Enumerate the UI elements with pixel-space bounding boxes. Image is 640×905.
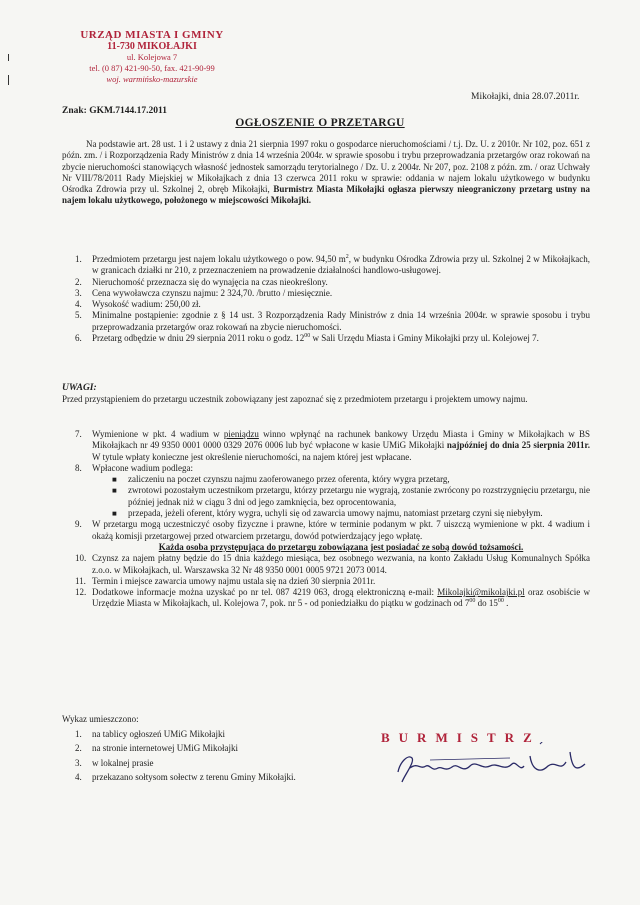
list-item: 2. Nieruchomość przeznacza się do wynajęcia na czas nieokreślony.	[75, 276, 328, 287]
bullet-icon: ■	[112, 486, 117, 496]
identity-notice: Każda osoba przystępująca do przetargu zobowiązana jest posiadać ze sobą dowód tożsamości.	[158, 541, 524, 552]
list-item: 1. Przedmiotem przetargu jest najem lokalu użytkowego o pow. 94,50 $m^2$, w budynku Ośrodka Zdrowia przy ul. Szkolnej 2 w Mikołajkach, w granicach działki nr 210, z przeznaczeniem na prowadzenie działalności handlowo-usługowej.	[75, 254, 590, 276]
email-link[interactable]: Mikolajki@mikolajki.pl	[437, 587, 525, 598]
bullet-item: ■ zwrotowi pozostałym uczestnikom przetargu, którzy przetargu nie wygrają, zostanie zwrócony po rozstrzygnięciu przetargu, nie później jednak niż w ciągu 3 dni od jego zamknięcia, bez oprocentowania,	[112, 485, 590, 507]
uwagi-text: Przed przystąpieniem do przetargu uczestnik zobowiązany jest zapoznać się z przedmiotem przetargu i projektem umowy najmu.	[62, 394, 528, 405]
list-item: 5. Minimalne postąpienie: zgodnie z § 14 ust. 3 Rozporządzenia Rady Ministrów z dnia 14 września 2004r. w sprawie sposobu i trybu przeprowadzania przetargów oraz rokowań na zbycie nieruchomości.	[75, 310, 590, 332]
list-item: 2. na stronie internetowej UMiG Mikołajki	[75, 743, 238, 753]
intro-text: Na podstawie art. 28 ust. 1 i 2 ustawy z dnia 21 sierpnia 1997 roku o gospodarce nieruchomościami / t.j. Dz. U. z 2010r. Nr 102, poz. 651 z późn. zm. / i Rozporządzenia Rady Ministrów z dnia 14 września 2004r. w sprawie sposobu i trybu przeprowadzania przetargów oraz rokowań na zbycie nieruchomości stanowiących własność jednostek samorządu terytorialnego / Dz. U. z 2004r. Nr 207, poz. 2108 z późn. zm. / oraz Uchwały Nr VIII/78/2011 Rady Miejskiej w Mikołajkach z dnia 13 czerwca 2011 roku w sprawie: oddania w najem lokalu użytkowego w budynku Ośrodka Zdrowia przy ul. Szkolnej 2, obręb Mikołajki,	[62, 139, 590, 195]
list-item: 12. Dodatkowe informacje można uzyskać po nr tel. 087 4219 063, drogą elektroniczną e-mail: Mikolajki@mikolajki.pl oraz osobiście w Urzędzie Miasta w Mikołajkach, ul. Kolejowa 7, pok. nr 5 - od poniedziałku do piątku w godzinach od $7^{00}$ do $15^{00}$ .	[75, 587, 590, 609]
list-item: 11. Termin i miejsce zawarcia umowy najmu ustala się na dzień 30 sierpnia 2011r.	[75, 575, 376, 586]
bullet-item: ■ zaliczeniu na poczet czynszu najmu zaoferowanego przez oferenta, który wygra przetarg,	[112, 474, 450, 485]
intro-paragraph	[62, 139, 590, 207]
stamp-line: URZĄD MIASTA I GMINY	[80, 29, 224, 41]
uwagi-heading: UWAGI:	[62, 383, 97, 393]
list-item: 6. Przetarg odbędzie w dniu 29 sierpnia 2011 roku o godz. $12^{00}$ w Sali Urzędu Miasta i Gminy Mikołajki przy ul. Kolejowej 7.	[75, 333, 539, 344]
bullet-icon: ■	[112, 475, 117, 485]
list-item: 3. Cena wywoławcza czynszu najmu: 2 324,70. /brutto / miesięcznie.	[75, 287, 333, 298]
reference-number: Znak: GKM.7144.17.2011	[62, 106, 168, 116]
list-item: 10. Czynsz za najem płatny będzie do 15 dnia każdego miesiąca, bez osobnego wezwania, na konto Zakładu Usług Komunalnych Spółka z.o.o. w Mikołajkach, ul. Warszawska 32 Nr 48 9350 0001 0005 9721 2073 0014.	[75, 553, 590, 575]
list-item: 1. na tablicy ogłoszeń UMiG Mikołajki	[75, 728, 225, 739]
margin-mark	[8, 75, 9, 85]
handwritten-signature	[390, 742, 590, 787]
list-item: 4. przekazano sołtysom sołectw z terenu Gminy Mikołajki.	[75, 772, 296, 782]
margin-mark	[8, 54, 9, 61]
date-line: Mikołajki, dnia 28.07.2011r.	[471, 92, 580, 102]
list-item: 4. Wysokość wadium: 250,00 zł.	[75, 299, 201, 310]
mayor-stamp: BURMISTRZ	[381, 730, 541, 745]
office-stamp	[62, 30, 242, 85]
bullet-icon: ■	[112, 509, 117, 519]
intro-announcement: Burmistrz Miasta Mikołajki ogłasza pierwszy nieograniczony przetarg ustny na najem lokalu użytkowego, położonego w miejscowości Mikołajki.	[62, 184, 590, 206]
bullet-item: ■ przepada, jeżeli oferent, który wygra, uchyli się od zawarcia umowy najmu, natomiast przetarg czyni się niebyłym.	[112, 508, 543, 519]
distribution-heading: Wykaz umieszczono:	[62, 714, 139, 724]
document-title: OGŁOSZENIE O PRZETARGU	[235, 117, 405, 129]
list-item: 9. W przetargu mogą uczestniczyć osoby fizyczne i prawne, które w terminie podanym w pkt. 7 uiszczą wymienione w pkt. 4 wadium i okażą komisji przetargowej przed otwarciem przetargu, dowód potwierdzający jego wpłatę. Każda osoba przystępująca do przetargu zobowiązana jest posiadać ze sobą dowód tożsamości.	[75, 519, 590, 552]
stamp-line: woj. warmińsko-mazurskie	[106, 74, 198, 84]
stamp-line: ul. Kolejowa 7	[126, 52, 178, 62]
stamp-line: 11-730 MIKOŁAJKI	[107, 41, 197, 52]
conditions-list-part2	[62, 429, 590, 610]
list-item: 8. Wpłacone wadium podlega: ■ zaliczeniu na poczet czynszu najmu zaoferowanego przez oferenta, który wygra przetarg, ■ zwrotowi pozostałym uczestnikom przetargu, którzy przetargu nie wygrają, zostanie zwrócony po rozstrzygnięciu przetargu, nie później jednak niż w ciągu 3 dni od jego zamknięcia, bez oprocentowania, ■ przepada, jeżeli oferent, który wygra, uchyli się od zawarcia umowy najmu, natomiast przetarg czyni się niebyłym.	[75, 462, 590, 519]
uwagi-section	[62, 383, 590, 406]
wadium-bullets	[92, 474, 590, 519]
distribution-list	[62, 712, 362, 785]
list-item: 3. w lokalnej prasie	[75, 757, 154, 768]
stamp-line: tel. (0 87) 421-90-50, fax. 421-90-99	[89, 63, 215, 73]
conditions-list-part1	[62, 254, 590, 344]
list-item: 7. Wymienione w pkt. 4 wadium w pieniądzu winno wpłynąć na rachunek bankowy Urzędu Miasta i Gminy w Mikołajkach w BS Mikołajkach nr 49 9350 0001 0000 0329 2076 0006 lub być wpłacone w kasie UMiG Mikołajki najpóźniej do dnia 25 sierpnia 2011r. W tytule wpłaty konieczne jest określenie nieruchomości, na najem której jest wpłacane.	[75, 429, 590, 462]
